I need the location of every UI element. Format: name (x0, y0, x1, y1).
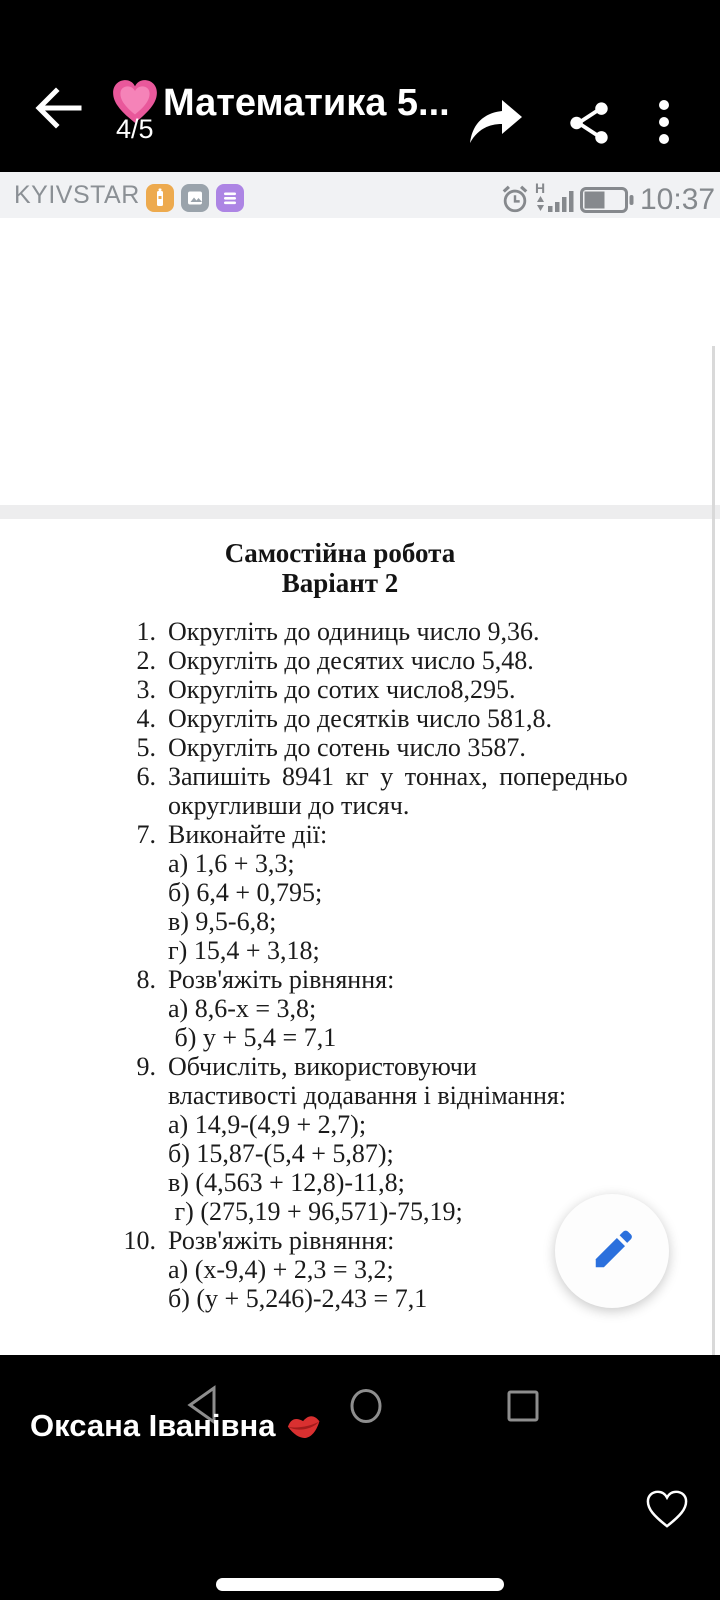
doc-line (120, 1110, 628, 1139)
gallery-title: Математика 5... (163, 82, 450, 124)
doc-line (120, 1023, 628, 1052)
doc-line-marker (120, 907, 156, 936)
notification-battery-app-icon (146, 184, 174, 212)
doc-line (120, 762, 628, 791)
doc-line-marker (120, 994, 156, 1023)
doc-line-text: г) (275,19 + 96,571)-75,19; (168, 1197, 463, 1226)
back-arrow-icon[interactable] (34, 86, 82, 130)
doc-line-text: а) 14,9-(4,9 + 2,7); (168, 1110, 367, 1139)
doc-line-text: а) 8,6-х = 3,8; (168, 994, 317, 1023)
doc-line (120, 675, 628, 704)
doc-line-text: б) у + 5,4 = 7,1 (168, 1023, 337, 1052)
battery-icon (580, 187, 634, 213)
doc-line (120, 704, 628, 733)
doc-line-marker (120, 849, 156, 878)
nav-home-icon[interactable] (347, 1386, 385, 1426)
page-gap-divider (0, 505, 720, 519)
doc-list (120, 617, 628, 1313)
document-heading (0, 538, 680, 598)
doc-line-text: Округліть до сотих число8,295. (168, 675, 516, 704)
doc-line (120, 994, 628, 1023)
doc-line-marker: 9. (136, 1052, 156, 1081)
pencil-icon (586, 1225, 638, 1277)
page-indicator: 4/5 (116, 114, 154, 144)
doc-line (120, 849, 628, 878)
doc-line-text: Округліть до десятків число 581,8. (168, 704, 552, 733)
doc-line (120, 907, 628, 936)
doc-line-text: б) 15,87-(5,4 + 5,87); (168, 1139, 394, 1168)
doc-line (120, 733, 628, 762)
alarm-icon (500, 184, 530, 214)
doc-line (120, 1284, 628, 1313)
doc-line (120, 1197, 628, 1226)
doc-line-marker: 3. (136, 675, 156, 704)
page-edge-line (712, 346, 715, 1355)
caption (30, 1408, 322, 1444)
doc-line-text: в) 9,5-6,8; (168, 907, 277, 936)
doc-line-marker (120, 1255, 156, 1284)
doc-line-marker (120, 1081, 156, 1110)
home-indicator[interactable] (216, 1578, 504, 1591)
doc-line-text: а) 1,6 + 3,3; (168, 849, 295, 878)
doc-line (120, 617, 628, 646)
document-canvas[interactable] (0, 334, 720, 1355)
doc-line (120, 1052, 628, 1081)
doc-line (120, 1255, 628, 1284)
doc-line-text: округливши до тисяч. (168, 791, 410, 820)
doc-line-marker (120, 936, 156, 965)
notification-screenshot-icon (181, 184, 209, 212)
doc-line-marker: 10. (123, 1226, 156, 1255)
doc-line-text: б) (у + 5,246)-2,43 = 7,1 (168, 1284, 428, 1313)
doc-line-text: Виконайте дії: (168, 820, 328, 849)
doc-line-marker: 4. (136, 704, 156, 733)
doc-line-marker (120, 1168, 156, 1197)
doc-line (120, 646, 628, 675)
svg-text:H: H (535, 181, 546, 196)
status-bar (0, 172, 720, 218)
heading-line-1: Самостійна робота (224, 538, 456, 568)
doc-line-marker: 1. (136, 617, 156, 646)
lips-emoji-icon (283, 1408, 324, 1444)
doc-line-marker (120, 1284, 156, 1313)
share-icon[interactable] (566, 100, 612, 146)
edit-fab[interactable] (555, 1194, 669, 1308)
doc-line-marker (120, 1110, 156, 1139)
doc-line-text: г) 15,4 + 3,18; (168, 936, 320, 965)
notification-list-icon (216, 184, 244, 212)
doc-line-text: Округліть до десятих число 5,48. (168, 646, 534, 675)
doc-line-text: Розв'яжіть рівняння: (168, 965, 395, 994)
doc-line (120, 791, 628, 820)
doc-line-marker: 5. (136, 733, 156, 762)
doc-line-text: Округліть до сотень число 3587. (168, 733, 526, 762)
doc-line-text: властивості додавання і віднімання: (168, 1081, 567, 1110)
doc-line-text: Обчисліть, використовуючи (168, 1052, 477, 1081)
network-signal-icon (534, 181, 576, 215)
forward-icon[interactable] (466, 96, 524, 148)
caption-text: Оксана Іванівна (30, 1408, 276, 1443)
doc-line-text: Розв'яжіть рівняння: (168, 1226, 395, 1255)
favorite-heart-icon[interactable] (644, 1488, 690, 1530)
doc-line-text: б) 6,4 + 0,795; (168, 878, 323, 907)
doc-line-marker (120, 791, 156, 820)
doc-line (120, 1168, 628, 1197)
gallery-top-bar (0, 0, 720, 172)
doc-line (120, 878, 628, 907)
doc-line-marker: 2. (136, 646, 156, 675)
bottom-bar (0, 1355, 720, 1600)
clock: 10:37 (640, 183, 716, 216)
doc-line-marker: 7. (136, 820, 156, 849)
doc-line-text: а) (х-9,4) + 2,3 = 3,2; (168, 1255, 394, 1284)
docs-header (0, 218, 720, 334)
heading-line-2: Варіант 2 (281, 568, 399, 598)
doc-line-marker (120, 1139, 156, 1168)
carrier-label: KYIVSTAR (14, 181, 140, 209)
doc-line-marker (120, 1023, 156, 1052)
doc-line (120, 820, 628, 849)
doc-line-text: в) (4,563 + 12,8)-11,8; (168, 1168, 405, 1197)
doc-line-marker (120, 1197, 156, 1226)
doc-line (120, 1139, 628, 1168)
nav-recents-icon[interactable] (505, 1387, 541, 1425)
doc-line (120, 1081, 628, 1110)
doc-line (120, 936, 628, 965)
doc-line-marker (120, 878, 156, 907)
more-menu-icon[interactable] (656, 98, 672, 146)
doc-line (120, 1226, 628, 1255)
doc-line-marker: 6. (136, 762, 156, 791)
doc-line-marker: 8. (136, 965, 156, 994)
doc-line (120, 965, 628, 994)
doc-line-text: Округліть до одиниць число 9,36. (168, 617, 540, 646)
doc-line-text: Запишіть 8941 кг у тоннах, попередньо (168, 762, 628, 791)
